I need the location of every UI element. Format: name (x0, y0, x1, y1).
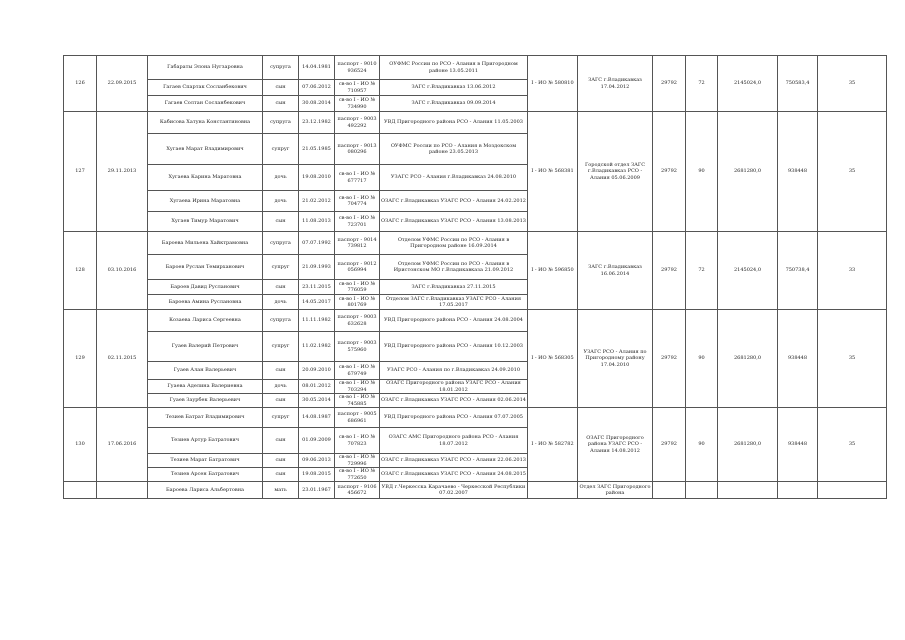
document-table (63, 55, 887, 499)
marriage-registry: ЗАГС г.Владикавказ 17.04.2012 (578, 56, 653, 112)
member-birth-date: 11.11.1982 (299, 310, 335, 332)
value-c4: 938448 (778, 408, 818, 482)
member-document: св-во I - ИО № 707823 (335, 428, 380, 454)
member-relation: дочь (263, 380, 299, 394)
member-document: св-во I - ИО № 729996 (335, 454, 380, 468)
member-relation: сын (263, 96, 299, 112)
marriage-registry: УЗАГС РСО - Алания по Пригородному району 17.04.2010 (578, 310, 653, 408)
member-relation: сын (263, 454, 299, 468)
member-relation: мать (263, 482, 299, 499)
member-relation: сын (263, 212, 299, 232)
registration-date: 02.11.2015 (97, 310, 148, 408)
member-document-issuer: ОЗАГС г.Владикавказ УЗАГС РСО - Алания 02.06.2014 (380, 394, 528, 408)
member-birth-date: 14.04.1981 (299, 56, 335, 80)
member-birth-date: 14.08.1987 (299, 408, 335, 428)
member-relation: сын (263, 394, 299, 408)
member-birth-date: 07.07.1992 (299, 232, 335, 255)
member-document-issuer: УЗАГС РСО - Алания по г.Владикавказ 24.09.2010 (380, 362, 528, 380)
member-name: Кабисова Хатуна Константиновна (148, 112, 263, 134)
member-name: Гуаев Заурбек Валерьевич (148, 394, 263, 408)
value-c2: 72 (686, 232, 718, 310)
member-relation: дочь (263, 165, 299, 191)
member-birth-date: 11.08.2013 (299, 212, 335, 232)
member-document: паспорт - 9010 936524 (335, 56, 380, 80)
member-document: св-во I - ИО № 677717 (335, 165, 380, 191)
value-c4: 938448 (778, 112, 818, 232)
member-relation: дочь (263, 295, 299, 310)
value-c5: 35 (818, 310, 887, 408)
member-birth-date: 23.11.2015 (299, 280, 335, 295)
member-name: Козаева Лариса Сергеевна (148, 310, 263, 332)
member-name: Бароева Амина Руслановна (148, 295, 263, 310)
record-number: 130 (64, 408, 97, 482)
member-name: Габараты Элона Нугзаровна (148, 56, 263, 80)
member-name: Хугаева Ирина Маратовна (148, 191, 263, 212)
value-c4: 750583,4 (778, 56, 818, 112)
value-c1: 29792 (653, 112, 686, 232)
member-document: св-во I - ИО № 776059 (335, 280, 380, 295)
table-row (64, 112, 887, 134)
member-document-issuer: ОУФМС России по РСО - Алания в Моздокском районе 23.05.2013 (380, 134, 528, 165)
marriage-certificate (528, 482, 578, 499)
member-document-issuer: ОЗАГС г.Владикавказ УЗАГС РСО - Алания 24.08.2015 (380, 468, 528, 482)
member-name: Тезиев Батрат Владимирович (148, 408, 263, 428)
member-document: св-во I - ИО № 703294 (335, 380, 380, 394)
value-c5: 35 (818, 56, 887, 112)
record-number: 128 (64, 232, 97, 310)
member-document: св-во I - ИО № 704774 (335, 191, 380, 212)
member-name: Бароев Руслан Темирханович (148, 255, 263, 280)
member-name: Гагаев Солтан Сосланбекович (148, 96, 263, 112)
member-document-issuer: ОЗАГС г.Владикавказ УЗАГС РСО - Алания 13.08.2013 (380, 212, 528, 232)
member-document-issuer: Отделом УФМС России по РСО - Алания в Пригородном районе 16.09.2014 (380, 232, 528, 255)
member-document: св-во I - ИО № 734990 (335, 96, 380, 112)
member-name: Тезиев Марат Батратович (148, 454, 263, 468)
member-document: св-во I - ИО № 723701 (335, 212, 380, 232)
member-name: Бароева Мильена Хайктрамовна (148, 232, 263, 255)
member-document: паспорт - 9014 739812 (335, 232, 380, 255)
value-c2: 90 (686, 112, 718, 232)
member-document-issuer: УВД г.Черкесска Карачаево - Черкесской Республики 07.02.2007 (380, 482, 528, 499)
member-name: Хугаева Карина Маратовна (148, 165, 263, 191)
value-c1: 29792 (653, 232, 686, 310)
member-birth-date: 30.08.2014 (299, 96, 335, 112)
member-name: Хугаев Тимур Маратович (148, 212, 263, 232)
member-relation: сын (263, 362, 299, 380)
member-relation: супруга (263, 232, 299, 255)
member-birth-date: 20.09.2010 (299, 362, 335, 380)
member-birth-date: 07.06.2012 (299, 80, 335, 96)
marriage-certificate: I - ИО № 582782 (528, 408, 578, 482)
table-row (64, 56, 887, 80)
member-relation: сын (263, 428, 299, 454)
record-number: 126 (64, 56, 97, 112)
value-c3: 2681280,0 (718, 310, 778, 408)
member-name: Бароева Лариса Альбертовна (148, 482, 263, 499)
member-birth-date: 19.08.2015 (299, 468, 335, 482)
member-document-issuer: ОУФМС России по РСО - Алания в Пригородном районе 13.05.2011 (380, 56, 528, 80)
value-c2: 72 (686, 56, 718, 112)
member-name: Гагаев Спартак Сосланбекович (148, 80, 263, 96)
member-birth-date: 14.05.2017 (299, 295, 335, 310)
table-body (64, 56, 887, 499)
record-number: 129 (64, 310, 97, 408)
member-document: паспорт - 9013 080296 (335, 134, 380, 165)
value-c5: 33 (818, 232, 887, 310)
member-relation: сын (263, 80, 299, 96)
value-c3: 2145024,0 (718, 232, 778, 310)
member-birth-date: 19.08.2010 (299, 165, 335, 191)
member-birth-date: 21.05.1985 (299, 134, 335, 165)
value-c5: 35 (818, 112, 887, 232)
registration-date: 22.09.2015 (97, 56, 148, 112)
value-c1: 29792 (653, 310, 686, 408)
record-number: 127 (64, 112, 97, 232)
value-c2: 90 (686, 310, 718, 408)
table-row (64, 310, 887, 332)
member-document-issuer: УЗАГС РСО - Алания г.Владикавказ 24.08.2010 (380, 165, 528, 191)
member-birth-date: 21.02.2012 (299, 191, 335, 212)
member-document: св-во I - ИО № 710957 (335, 80, 380, 96)
value-c5 (818, 482, 887, 499)
marriage-registry: Городской отдел ЗАГС г.Владикавказ РСО - Алания 05.06.2009 (578, 112, 653, 232)
value-c3: 2681280,0 (718, 112, 778, 232)
member-document-issuer: Отделом ЗАГС г.Владикавказ УЗАГС РСО - Алания 17.05.2017 (380, 295, 528, 310)
marriage-certificate: I - ИО № 568305 (528, 310, 578, 408)
member-birth-date: 21.09.1993 (299, 255, 335, 280)
member-name: Бароев Давид Русланович (148, 280, 263, 295)
member-birth-date: 30.05.2014 (299, 394, 335, 408)
member-name: Гуаев Алан Валерьевич (148, 362, 263, 380)
member-relation: супруг (263, 255, 299, 280)
member-relation: супруга (263, 56, 299, 80)
member-document-issuer: ОЗАГС Пригородного района УЗАГС РСО - Алания 18.01.2012 (380, 380, 528, 394)
registration-date (97, 482, 148, 499)
member-relation: дочь (263, 191, 299, 212)
member-document: паспорт - 9003 632628 (335, 310, 380, 332)
value-c4: 750738,4 (778, 232, 818, 310)
member-relation: супруг (263, 332, 299, 362)
member-name: Хугаев Марат Владимирович (148, 134, 263, 165)
member-document: св-во I - ИО № 679749 (335, 362, 380, 380)
member-document-issuer: ЗАГС г.Владикавказ 27.11.2015 (380, 280, 528, 295)
record-number (64, 482, 97, 499)
marriage-registry: Отдел ЗАГС Пригородного района (578, 482, 653, 499)
member-birth-date: 11.02.1982 (299, 332, 335, 362)
value-c4 (778, 482, 818, 499)
table-row (64, 232, 887, 255)
member-document-issuer: ОЗАГС г.Владикавказ УЗАГС РСО - Алания 24.02.2012 (380, 191, 528, 212)
member-document-issuer: ЗАГС г.Владикавказ 09.09.2014 (380, 96, 528, 112)
marriage-certificate: I - ИО № 568381 (528, 112, 578, 232)
member-document-issuer: ОЗАГС АМС Пригородного района РСО - Алания 18.07.2012 (380, 428, 528, 454)
member-name: Тезиев Артур Батратович (148, 428, 263, 454)
member-document-issuer: ОЗАГС г.Владикавказ УЗАГС РСО - Алания 22.06.2013 (380, 454, 528, 468)
member-document-issuer: Отделом УФМС России по РСО - Алания в Иристонском МО г.Владикавказа 21.09.2012 (380, 255, 528, 280)
member-birth-date: 08.01.2012 (299, 380, 335, 394)
value-c1: 29792 (653, 56, 686, 112)
member-birth-date: 01.09.2009 (299, 428, 335, 454)
member-document: паспорт - 9012 056994 (335, 255, 380, 280)
marriage-certificate: I - ИО № 596850 (528, 232, 578, 310)
member-birth-date: 09.06.2013 (299, 454, 335, 468)
member-relation: сын (263, 468, 299, 482)
table-row (64, 408, 887, 428)
member-document-issuer: УВД Пригородного района РСО - Алания 11.05.2003 (380, 112, 528, 134)
marriage-registry: ЗАГС г.Владикавказ 16.06.2014 (578, 232, 653, 310)
member-relation: супруга (263, 310, 299, 332)
member-document: паспорт - 9106 456672 (335, 482, 380, 499)
value-c5: 35 (818, 408, 887, 482)
member-birth-date: 23.12.1982 (299, 112, 335, 134)
member-document-issuer: УВД Пригородного района РСО - Алания 07.07.2005 (380, 408, 528, 428)
value-c2 (686, 482, 718, 499)
value-c3: 2145024,0 (718, 56, 778, 112)
registration-date: 03.10.2016 (97, 232, 148, 310)
value-c4: 938448 (778, 310, 818, 408)
member-document: паспорт - 9003 492292 (335, 112, 380, 134)
member-document-issuer: ЗАГС г.Владикавказ 13.06.2012 (380, 80, 528, 96)
member-birth-date: 23.01.1967 (299, 482, 335, 499)
registration-date: 29.11.2013 (97, 112, 148, 232)
member-name: Гуаева Аделина Валериевна (148, 380, 263, 394)
marriage-certificate: I - ИО № 580810 (528, 56, 578, 112)
registration-date: 17.06.2016 (97, 408, 148, 482)
member-relation: супруг (263, 134, 299, 165)
member-document-issuer: УВД Пригородного района РСО - Алания 10.12.2003 (380, 332, 528, 362)
value-c1: 29792 (653, 408, 686, 482)
member-document: св-во I - ИО № 801769 (335, 295, 380, 310)
member-document: паспорт - 9005 686961 (335, 408, 380, 428)
member-document: св-во I - ИО № 772650 (335, 468, 380, 482)
member-relation: сын (263, 280, 299, 295)
member-relation: супруга (263, 112, 299, 134)
value-c3: 2681280,0 (718, 408, 778, 482)
value-c3 (718, 482, 778, 499)
member-document: св-во I - ИО № 745885 (335, 394, 380, 408)
member-document: паспорт - 9003 575960 (335, 332, 380, 362)
member-relation: супруг (263, 408, 299, 428)
value-c2: 90 (686, 408, 718, 482)
member-name: Тезиев Арсен Батратович (148, 468, 263, 482)
table-row (64, 482, 887, 499)
value-c1 (653, 482, 686, 499)
member-name: Гуаев Валерий Петрович (148, 332, 263, 362)
member-document-issuer: УВД Пригородного района РСО - Алания 24.08.2004 (380, 310, 528, 332)
marriage-registry: ОЗАГС Пригородного района УЗАГС РСО - Алания 14.08.2012 (578, 408, 653, 482)
